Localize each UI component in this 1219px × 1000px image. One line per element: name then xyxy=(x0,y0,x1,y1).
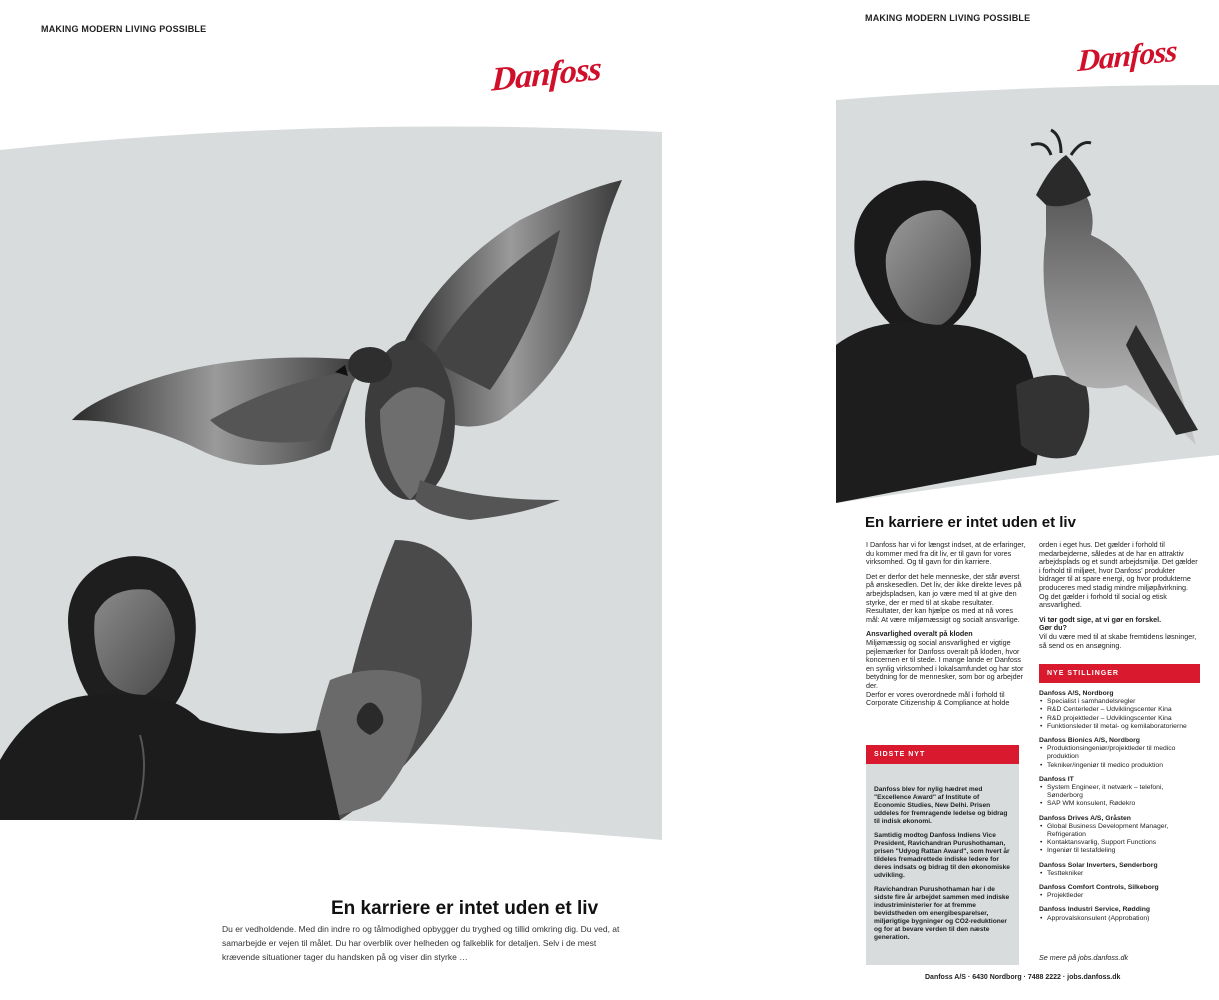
job-position[interactable]: • Approvalskonsulent (Approbation) xyxy=(1047,915,1199,923)
job-position[interactable]: • R&D projektleder – Udviklingscenter Kina xyxy=(1047,715,1199,723)
news-paragraph: Danfoss blev for nylig hædret med "Excellence Award" af Institute of Economic Studies, New Delhi. Prisen uddeles for fremragende ledelse og bidrag til indisk økonomi. xyxy=(874,786,1008,825)
job-position-list xyxy=(1039,784,1199,809)
tagline-left: MAKING MODERN LIVING POSSIBLE xyxy=(41,24,207,34)
lead-text-left: Du er vedholdende. Med din indre ro og tålmodighed opbygger du tryghed og tillid omkring dig. Du ved, at samarbejde er vejen til målet. Du har overblik over helheden og falkeblik for detaljen. Selv i de mest krævende situationer tager du handsken på og viser din styrke … xyxy=(222,924,620,962)
body-paragraph: Det er derfor det hele menneske, der står øverst på ønskesedlen. Det liv, der ikke direkte leves på arbejdspladsen, kan jo være med til at give den styrke, der er med til at skabe resultater. Resultater, der kan hjælpe os med at nå vores mål: At være miljømæssigt og socialt ansvarlige. xyxy=(866,571,1022,624)
job-company: Danfoss Drives A/S, Gråsten xyxy=(1039,814,1131,822)
news-box xyxy=(866,745,1019,965)
job-position[interactable]: • Testtekniker xyxy=(1047,870,1199,878)
falconer-photo-left xyxy=(0,120,662,910)
headline-right: En karriere er intet uden et liv xyxy=(865,514,1076,531)
job-company: Danfoss Solar Inverters, Sønderborg xyxy=(1039,861,1158,869)
job-position-list xyxy=(1039,823,1199,856)
jobs-list xyxy=(1039,684,1199,923)
body-emphasis: Vi tør godt sige, at vi gør en forskel. xyxy=(1039,614,1162,624)
job-position-list xyxy=(1039,892,1199,900)
job-company: Danfoss A/S, Nordborg xyxy=(1039,690,1114,697)
job-position-list xyxy=(1039,745,1199,770)
job-position[interactable]: • SAP WM konsulent, Rødekro xyxy=(1047,800,1199,808)
body-paragraph: Derfor er vores overordnede mål i forhold til Corporate Citizenship & Compliance at holde xyxy=(866,689,1010,708)
body-paragraph: Miljømæssig og social ansvarlighed er vigtige pejlemærker for Danfoss overalt på kloden, hvor koncernen er til stede. I mange lande er Danfoss en synlig virksomhed i lokalsamfundet og har stor betydning for de mennesker, som bor og arbejder der. xyxy=(866,637,1024,690)
job-company: Danfoss Bionics A/S, Nordborg xyxy=(1039,737,1140,745)
news-label: SIDSTE NYT xyxy=(866,745,1019,764)
falconer-photo-right xyxy=(836,85,1219,505)
job-company: Danfoss IT xyxy=(1039,775,1074,783)
body-column-2 xyxy=(1039,541,1199,656)
job-position[interactable]: • System Engineer, it netværk – telefoni, Sønderborg xyxy=(1047,784,1199,800)
news-paragraph: Samtidig modtog Danfoss Indiens Vice President, Ravichandran Purushothaman, prisen "Udyog Rattan Award", som hvert år tildeles fremadrettede indiske ledere for deres indsats og bidrag til den økonomiske udvikling. xyxy=(874,832,1010,879)
body-paragraph: orden i eget hus. Det gælder i forhold til medarbejderne, således at de har en attraktiv arbejdsplads og et sundt arbejdsmiljø. Det gælder i forhold til miljøet, hvor Danfoss' produkter bidrager til at spare energi, og hvor produkterne produceres med stadig mindre miljøpåvirkning. Og det gælder i forhold til social og etisk ansvarlighed. xyxy=(1039,540,1198,610)
news-paragraph: Ravichandran Purushothaman har i de sidste fire år arbejdet sammen med indiske industriministerier for at fremme bevidstheden om energibesparelser, miljørigtige bygninger og CO2-reduktioner og for at bevare verden til den næste generation. xyxy=(874,886,1010,941)
subheading: Ansvarlighed overalt på kloden xyxy=(866,629,973,639)
job-position[interactable]: • Funktionsleder til metal- og kemilaboratorierne xyxy=(1047,723,1199,731)
job-position-list xyxy=(1039,915,1199,923)
job-position[interactable]: • Tekniker/ingeniør til medico produktion xyxy=(1047,762,1199,770)
job-position[interactable]: • Projektleder xyxy=(1047,892,1199,900)
job-company: Danfoss Comfort Controls, Silkeborg xyxy=(1039,884,1159,892)
body-column-1 xyxy=(866,541,1026,708)
job-position[interactable]: • Kontaktansvarlig, Support Functions xyxy=(1047,839,1199,847)
jobs-link[interactable]: Se mere på jobs.danfoss.dk xyxy=(1039,953,1129,962)
job-position[interactable]: • R&D Centerleder – Udviklingscenter Kina xyxy=(1047,706,1199,714)
footer-contact: Danfoss A/S · 6430 Nordborg · 7488 2222 · jobs.danfoss.dk xyxy=(925,974,1121,981)
job-position[interactable]: • Specialist i samhandelsregler xyxy=(1047,698,1199,706)
job-position[interactable]: • Produktionsingeniør/projektleder til medico produktion xyxy=(1047,745,1199,761)
job-position-list xyxy=(1039,870,1199,878)
body-emphasis: Gør du? xyxy=(1039,623,1067,633)
job-position[interactable]: • Global Business Development Manager, Refrigeration xyxy=(1047,823,1199,839)
danfoss-logo-left: Danfoss xyxy=(490,50,602,99)
job-position-list xyxy=(1039,698,1199,731)
body-paragraph: Vil du være med til at skabe fremtidens løsninger, så send os en ansøgning. xyxy=(1039,631,1197,650)
job-position[interactable]: • Ingeniør til testafdeling xyxy=(1047,847,1199,855)
danfoss-logo-right: Danfoss xyxy=(1076,32,1178,79)
tagline-right: MAKING MODERN LIVING POSSIBLE xyxy=(865,13,1031,23)
job-company: Danfoss Industri Service, Rødding xyxy=(1039,906,1151,914)
jobs-label: NYE STILLINGER xyxy=(1039,664,1200,683)
body-paragraph: I Danfoss har vi for længst indset, at de erfaringer, du kommer med fra dit liv, er til gavn for vores virksomhed. Og til gavn for din karriere. xyxy=(866,540,1026,567)
headline-left: En karriere er intet uden et liv xyxy=(331,898,599,919)
